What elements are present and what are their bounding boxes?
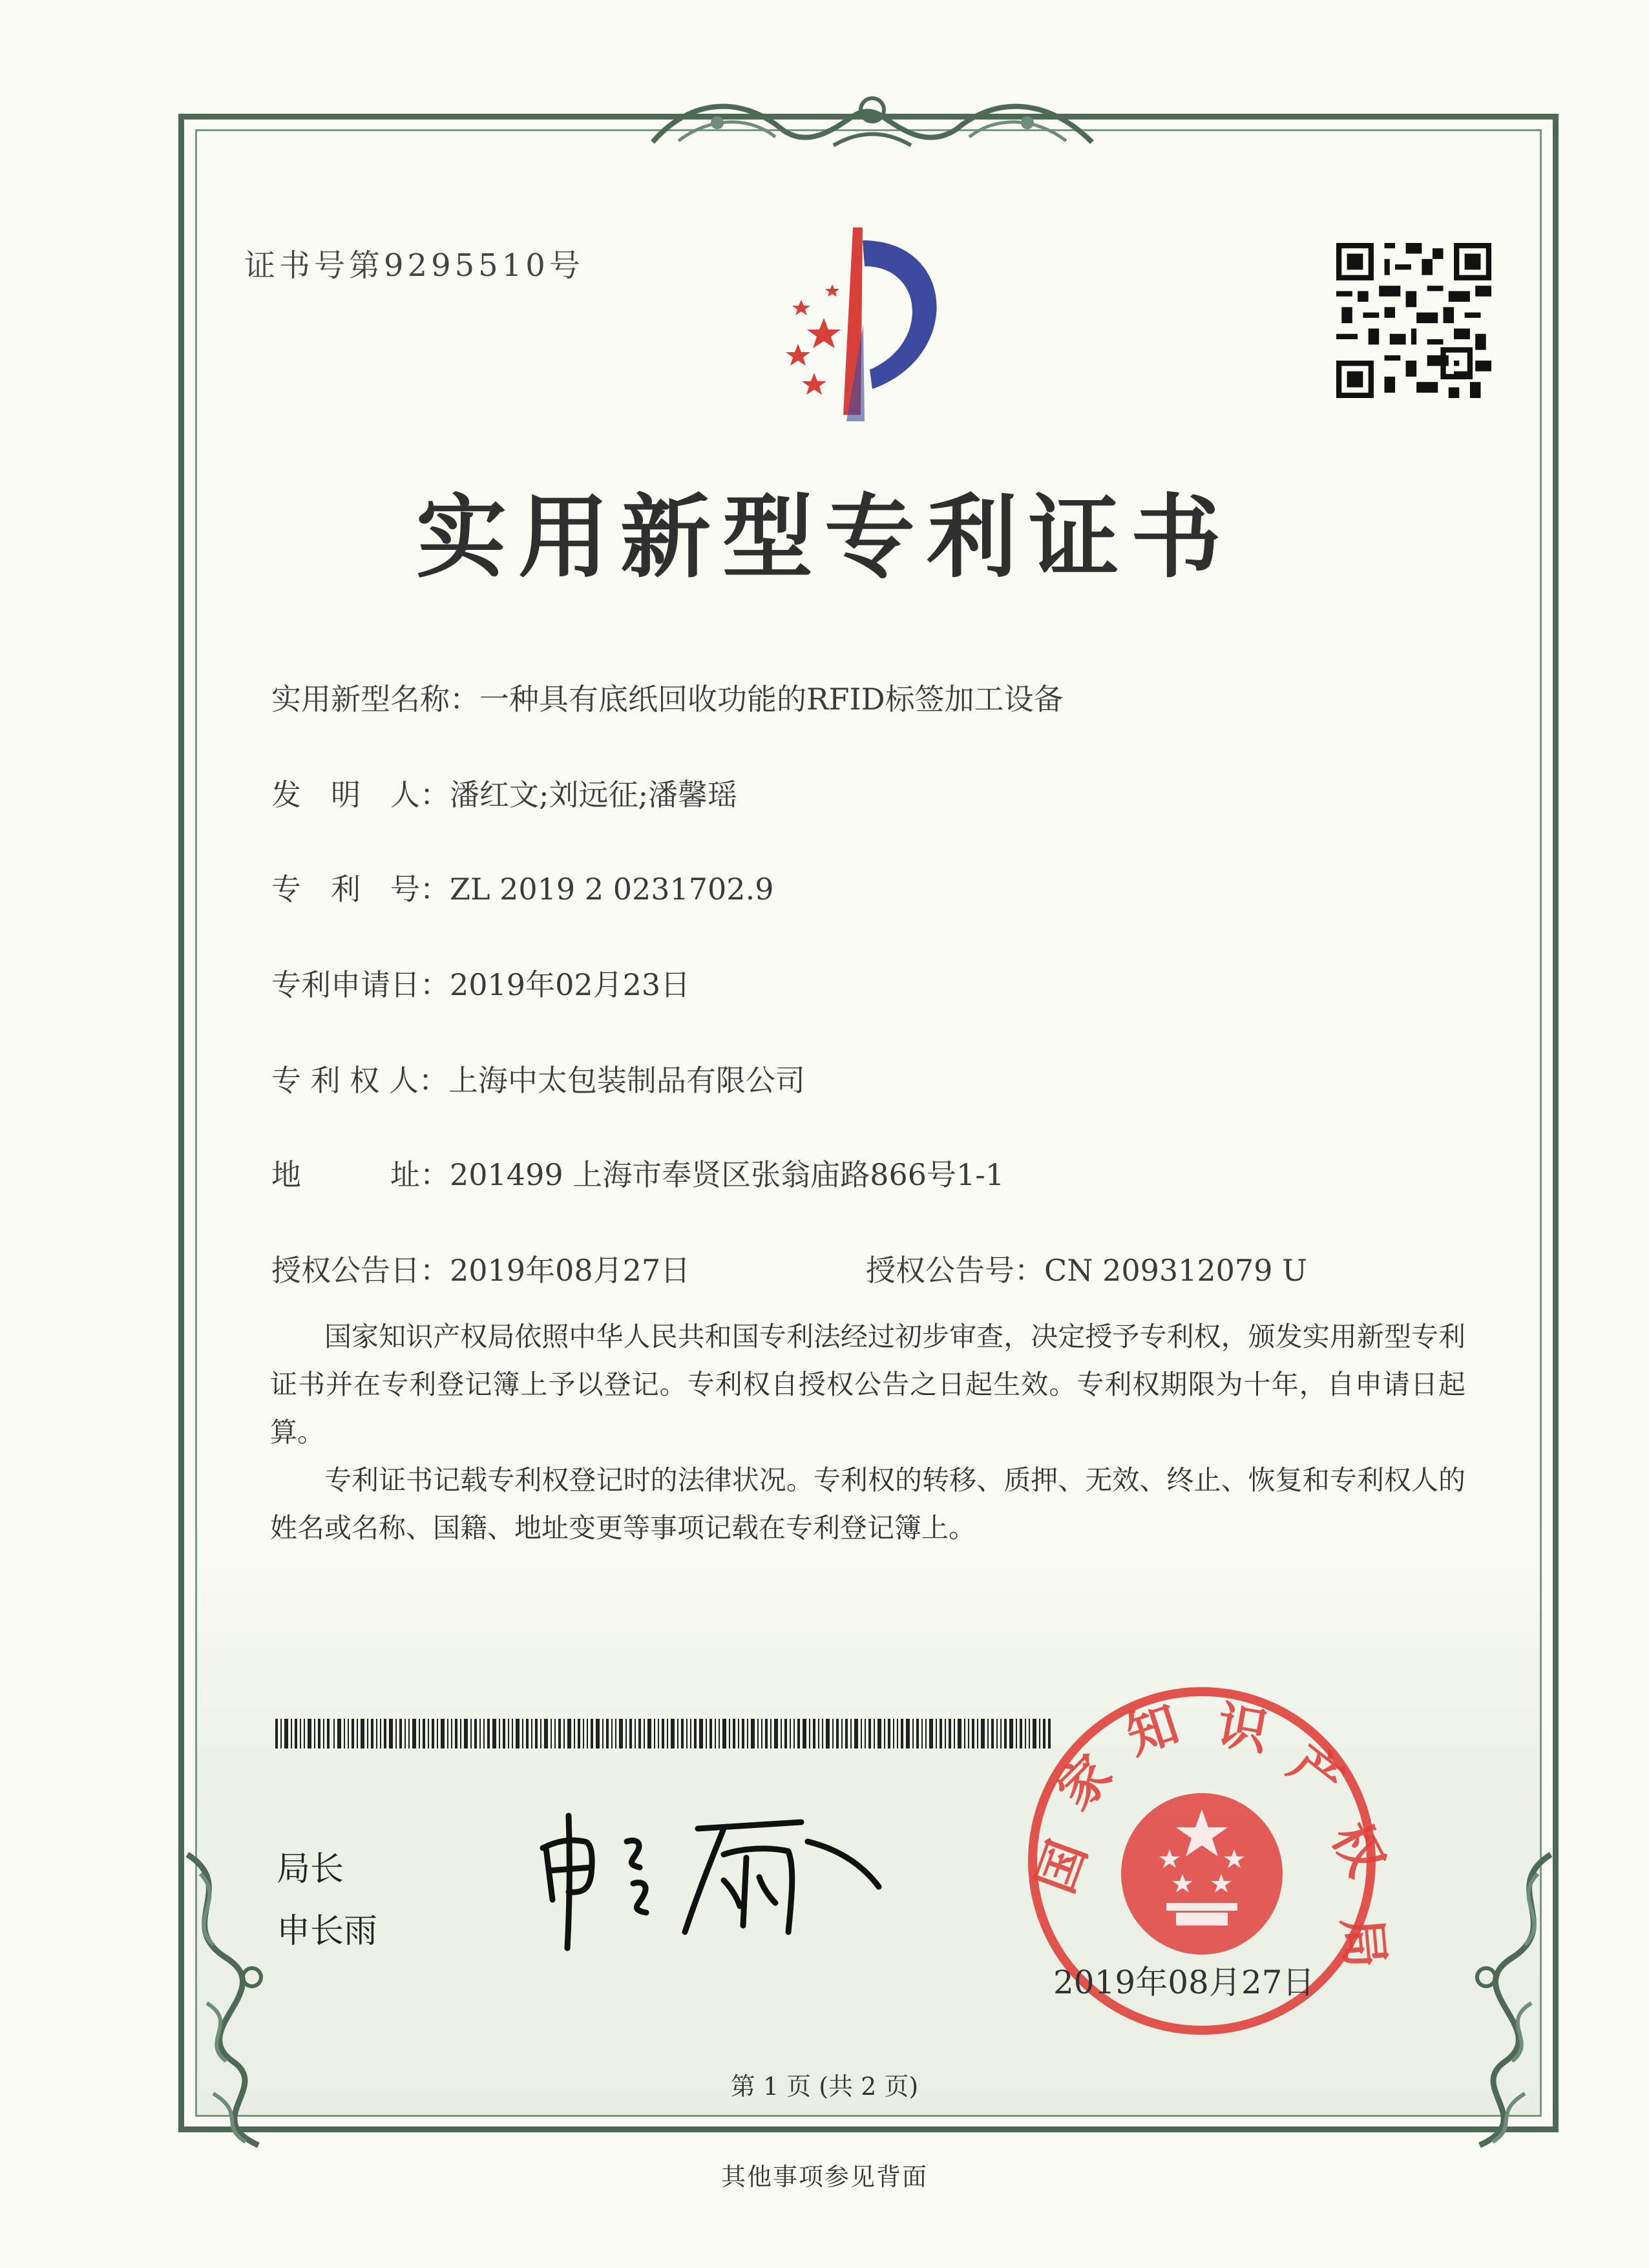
- field-filing-date: [271, 961, 690, 1004]
- field-utility-name: [271, 676, 1064, 719]
- paragraph-grant-statement: 国家知识产权局依照中华人民共和国专利法经过初步审查，决定授予专利权，颁发实用新型专利证书并在专利登记簿上予以登记。专利权自授权公告之日起生效。专利权期限为十年，自申请日起算。: [270, 1321, 1465, 1448]
- certificate-number: 证书号第9295510号: [244, 247, 584, 284]
- svg-text:产: 产: [1278, 1734, 1354, 1812]
- field-patentee: [271, 1057, 805, 1100]
- field-label: 专利申请日：: [271, 967, 450, 1002]
- field-value: 2019年02月23日: [450, 967, 691, 1002]
- field-label: 实用新型名称：: [271, 682, 479, 717]
- svg-text:识: 识: [1212, 1696, 1273, 1763]
- field-value: 潘红文;刘远征;潘馨瑶: [450, 777, 737, 812]
- signature-icon: [530, 1803, 892, 1951]
- seal-date: 2019年08月27日: [1053, 1964, 1315, 2001]
- patent-office-logo-icon: [750, 227, 995, 421]
- field-address: [271, 1151, 1004, 1194]
- svg-text:局: 局: [1332, 1915, 1394, 1971]
- field-label: 专 利 号：: [271, 872, 450, 907]
- qr-code-icon: [1336, 243, 1491, 398]
- field-value: 201499 上海市奉贤区张翁庙路866号1-1: [450, 1157, 1005, 1192]
- director-title: 局长: [277, 1850, 344, 1889]
- certificate-title: 实用新型专利证书: [415, 485, 1233, 591]
- footer-note: 其他事项参见背面: [720, 2163, 928, 2191]
- field-value: 2019年08月27日: [450, 1253, 691, 1288]
- field-value: ZL 2019 2 0231702.9: [450, 872, 774, 907]
- field-patent-number: [271, 866, 773, 908]
- svg-text:知: 知: [1120, 1695, 1186, 1767]
- bottom-left-ornament-icon: [162, 1848, 291, 2152]
- field-label: 授权公告日：: [271, 1253, 450, 1288]
- field-label: 授权公告号：: [866, 1253, 1044, 1288]
- field-grant-date: [271, 1247, 690, 1290]
- field-inventor: [271, 772, 737, 814]
- paragraph-legal-status: 专利证书记载专利权登记时的法律状况。专利权的转移、质押、无效、终止、恢复和专利权人的姓名或名称、国籍、地址变更等事项记载在专利登记簿上。: [270, 1464, 1465, 1544]
- page-number: 第 1 页 (共 2 页): [730, 2072, 919, 2101]
- director-name: 申长雨: [277, 1912, 378, 1951]
- svg-text:权: 权: [1320, 1813, 1396, 1885]
- field-label: 地 址：: [271, 1157, 450, 1192]
- barcode-icon: [275, 1719, 1051, 1748]
- field-grant-number: [866, 1247, 1307, 1290]
- top-ornament-icon: [640, 84, 1105, 162]
- bottom-right-ornament-icon: [1447, 1848, 1577, 2152]
- field-value: 一种具有底纸回收功能的RFID标签加工设备: [479, 682, 1064, 717]
- field-label: 发 明 人：: [271, 777, 450, 812]
- svg-text:国: 国: [1026, 1833, 1098, 1901]
- svg-text:家: 家: [1046, 1744, 1124, 1822]
- field-label: 专 利 权 人：: [271, 1063, 448, 1098]
- field-value: CN 209312079 U: [1044, 1253, 1307, 1288]
- field-value: 上海中太包装制品有限公司: [448, 1063, 805, 1098]
